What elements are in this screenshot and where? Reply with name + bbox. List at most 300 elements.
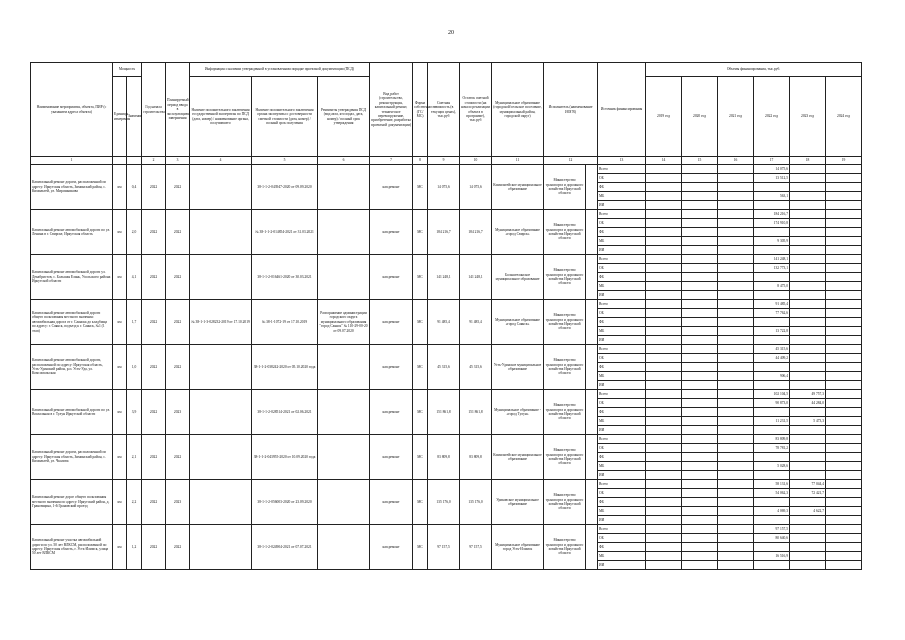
fund-2021-cell (718, 318, 754, 327)
fund-2022-cell: 906,4 (754, 372, 790, 381)
cost-cell: 151 861,8 (428, 390, 460, 435)
fund-2022-cell (754, 516, 790, 525)
fund-2019-cell (646, 543, 682, 552)
fund-2019-cell (646, 228, 682, 237)
source-cell: ИИ (598, 516, 646, 525)
fund-2019-cell (646, 426, 682, 435)
header-year-end: Планируемый период ввода в эксплуатацию/ завершения (166, 63, 190, 157)
year-start-cell: 2022 (142, 480, 166, 525)
balance-cell: 97 157,5 (460, 525, 492, 570)
psd-expert-cell (190, 480, 252, 525)
col-number: 9 (428, 157, 460, 165)
fund-2020-cell (682, 174, 718, 183)
header-executor: Исполнитель (наименование ИОГВ) (544, 63, 598, 157)
object-name-cell: Капитальный ремонт дорог общего пользования местного значения по адресу: Иркутский район, д. Грановщина, 1-й Грановский проезд (31, 480, 113, 525)
table-row (31, 435, 862, 444)
object-name-cell: Капитальный ремонт автомобильной дороги, расположенной по адресу: Иркутская область, Усть-Удинский район, р.п. Усть-Уда, ул. Комсомольская (31, 345, 113, 390)
fund-2021-cell (718, 498, 754, 507)
unit-cell: км (113, 165, 127, 210)
fund-2021-cell (718, 525, 754, 534)
fund-2021-cell (718, 210, 754, 219)
year-end-cell: 2022 (166, 435, 190, 480)
col-number: 1 (31, 157, 113, 165)
fund-2024-cell (826, 327, 862, 336)
source-cell: ОБ (598, 219, 646, 228)
unit-cell: км (113, 210, 127, 255)
header-sources: Источник финансирования (598, 63, 646, 157)
fund-2019-cell (646, 282, 682, 291)
fund-2023-cell (790, 471, 826, 480)
year-start-cell: 2022 (142, 255, 166, 300)
fund-2024-cell (826, 318, 862, 327)
fund-2020-cell (682, 318, 718, 327)
municipality-cell: Муниципальное образование «город Свирск» (492, 210, 544, 255)
municipality-cell: Кимильтейское муниципальное образование (492, 435, 544, 480)
fund-2020-cell (682, 309, 718, 318)
object-name-cell: Капитальный ремонт дороги, расположенной по адресу: Иркутская область, Зиминский район, с. Кимильтей, ул. Мирошникова (31, 165, 113, 210)
fund-2021-cell (718, 255, 754, 264)
psd-expert-cell (190, 525, 252, 570)
fund-2024-cell (826, 480, 862, 489)
fund-2019-cell (646, 345, 682, 354)
fund-2019-cell (646, 525, 682, 534)
col-number: 10 (460, 157, 492, 165)
work-type-cell: кап.ремонт (370, 525, 413, 570)
header-year-2020: 2020 год (682, 77, 718, 157)
fund-2022-cell (754, 228, 790, 237)
header-year-2019: 2019 год (646, 77, 682, 157)
fund-2024-cell (826, 390, 862, 399)
source-cell: ИИ (598, 471, 646, 480)
fund-2019-cell (646, 381, 682, 390)
fund-2024-cell (826, 291, 862, 300)
value-cell: 1,2 (127, 525, 142, 570)
fund-2023-cell (790, 210, 826, 219)
ownership-cell: МС (413, 210, 428, 255)
fund-2021-cell (718, 327, 754, 336)
ownership-cell: МС (413, 435, 428, 480)
value-cell: 2,2 (127, 480, 142, 525)
header-funding: Объемы финансирования, тыс.руб. (646, 63, 862, 77)
col-number: 13 (598, 157, 646, 165)
fund-2024-cell (826, 237, 862, 246)
psd-approve-cell (318, 165, 370, 210)
fund-2023-cell: 49 757,3 (790, 390, 826, 399)
psd-approve-cell (318, 525, 370, 570)
ownership-cell: МС (413, 345, 428, 390)
fund-2023-cell (790, 345, 826, 354)
year-start-cell: 2022 (142, 435, 166, 480)
source-cell: ИИ (598, 336, 646, 345)
executor-cell: Министерство транспорта и дорожного хозяйства Иркутской области (544, 525, 586, 570)
source-cell: МБ (598, 282, 646, 291)
psd-approve-cell: Распоряжение администрации городского округа муниципального образования "город Саянск" № 110-29-00-20 от 09.07.2020 (318, 300, 370, 345)
municipality-cell: Большееланское муниципальное образование (492, 255, 544, 300)
header-psd-approve: Реквизиты утверждения ПСД (вид акта, кто издал, дата, номер) / полный срок утверждения (318, 77, 370, 157)
fund-2019-cell (646, 237, 682, 246)
executor-cell: Министерство транспорта и дорожного хозяйства Иркутской области (544, 210, 586, 255)
fund-2022-cell (754, 246, 790, 255)
psd-expert-cell (190, 435, 252, 480)
work-type-cell: кап.ремонт (370, 345, 413, 390)
source-cell: ФБ (598, 543, 646, 552)
cost-cell: 14 075,6 (428, 165, 460, 210)
fund-2022-cell: 132 773,1 (754, 264, 790, 273)
table-row (31, 165, 862, 174)
col-number: 8 (413, 157, 428, 165)
fund-2023-cell (790, 201, 826, 210)
fund-2023-cell (790, 192, 826, 201)
col-number: 6 (318, 157, 370, 165)
value-cell: 0,4 (127, 165, 142, 210)
fund-2021-cell (718, 228, 754, 237)
fund-2022-cell (754, 453, 790, 462)
year-start-cell: 2022 (142, 210, 166, 255)
psd-approve-cell (318, 480, 370, 525)
fund-2019-cell (646, 336, 682, 345)
fund-2024-cell (826, 399, 862, 408)
fund-2019-cell (646, 318, 682, 327)
header-ownership: Форма собственности (ГС/МС) (413, 63, 428, 157)
work-type-cell: кап.ремонт (370, 390, 413, 435)
fund-2020-cell (682, 507, 718, 516)
executor-spacer-cell (586, 210, 598, 255)
fund-2022-cell (754, 408, 790, 417)
fund-2019-cell (646, 480, 682, 489)
fund-2020-cell (682, 426, 718, 435)
object-name-cell: Капитальный ремонт автомобильной дороги общего пользования местного значения: автомобильная дорога от г. Саянска до кладбища по адресу: г. Саянск, подъезд к г. Саянск, №1 (1 этап) (31, 300, 113, 345)
fund-2019-cell (646, 516, 682, 525)
value-cell: 3,9 (127, 390, 142, 435)
fund-2019-cell (646, 165, 682, 174)
fund-2023-cell (790, 498, 826, 507)
psd-cost-cell: 38-1-1-2-043947-2020 от 09.09.2020 (252, 165, 318, 210)
fund-2021-cell (718, 336, 754, 345)
fund-2021-cell (718, 345, 754, 354)
fund-2024-cell (826, 354, 862, 363)
municipality-cell: Кимильтейское муниципальное образование (492, 165, 544, 210)
col-number: 7 (370, 157, 413, 165)
psd-cost-cell: 38-1-1-2-043955-2020 от 10.09.2020 года (252, 435, 318, 480)
year-end-cell: 2022 (166, 255, 190, 300)
header-unit: Единицы измерения (113, 77, 127, 157)
fund-2023-cell (790, 363, 826, 372)
psd-expert-cell (190, 345, 252, 390)
header-balance: Остаток сметной стоимости (на начало реализации объекта в программе), тыс.руб (460, 63, 492, 157)
fund-2022-cell: 80 640,6 (754, 534, 790, 543)
fund-2024-cell (826, 363, 862, 372)
fund-2021-cell (718, 291, 754, 300)
fund-2019-cell (646, 498, 682, 507)
source-cell: ФБ (598, 183, 646, 192)
fund-2022-cell: 9 305,9 (754, 237, 790, 246)
fund-2022-cell: 14 075,6 (754, 165, 790, 174)
source-cell: МБ (598, 237, 646, 246)
fund-2020-cell (682, 498, 718, 507)
fund-2022-cell: 5 028,6 (754, 462, 790, 471)
fund-2022-cell: 102 104,5 (754, 390, 790, 399)
psd-cost-cell: 38-1-1-2-016461-2020 от 30.03.2021 (252, 255, 318, 300)
fund-2024-cell (826, 372, 862, 381)
ownership-cell: МС (413, 165, 428, 210)
source-cell: ОБ (598, 309, 646, 318)
fund-2021-cell (718, 471, 754, 480)
col-number: 3 (166, 157, 190, 165)
balance-cell: 141 248,1 (460, 255, 492, 300)
fund-2022-cell: 563,1 (754, 192, 790, 201)
fund-2023-cell (790, 300, 826, 309)
fund-2020-cell (682, 165, 718, 174)
fund-2020-cell (682, 381, 718, 390)
cost-cell: 83 809,8 (428, 435, 460, 480)
fund-2022-cell: 78 781,2 (754, 444, 790, 453)
psd-cost-cell: 38-1-1-2-056003-2020 от 23.09.2020 (252, 480, 318, 525)
fund-2019-cell (646, 363, 682, 372)
fund-2019-cell (646, 552, 682, 561)
source-cell: МБ (598, 327, 646, 336)
fund-2019-cell (646, 444, 682, 453)
balance-cell: 151 861,8 (460, 390, 492, 435)
header-year-2022: 2022 год (754, 77, 790, 157)
fund-2021-cell (718, 435, 754, 444)
col-number: 16 (718, 157, 754, 165)
fund-2020-cell (682, 336, 718, 345)
year-end-cell: 2022 (166, 165, 190, 210)
year-start-cell: 2022 (142, 525, 166, 570)
fund-2024-cell (826, 336, 862, 345)
work-type-cell: кап.ремонт (370, 480, 413, 525)
year-start-cell: 2022 (142, 300, 166, 345)
source-cell: МБ (598, 372, 646, 381)
fund-2022-cell (754, 381, 790, 390)
fund-2024-cell (826, 516, 862, 525)
value-cell: 2,0 (127, 210, 142, 255)
executor-spacer-cell (586, 255, 598, 300)
fund-2022-cell (754, 318, 790, 327)
fund-2020-cell (682, 399, 718, 408)
fund-2024-cell (826, 561, 862, 570)
fund-2023-cell (790, 165, 826, 174)
fund-2019-cell (646, 273, 682, 282)
fund-2022-cell: 184 216,7 (754, 210, 790, 219)
work-type-cell: кап.ремонт (370, 255, 413, 300)
fund-2022-cell (754, 183, 790, 192)
psd-approve-cell (318, 255, 370, 300)
year-end-cell: 2023 (166, 480, 190, 525)
fund-2022-cell (754, 363, 790, 372)
fund-2020-cell (682, 300, 718, 309)
source-cell: Всего (598, 390, 646, 399)
fund-2020-cell (682, 246, 718, 255)
source-cell: Всего (598, 255, 646, 264)
object-name-cell: Капитальный ремонт автомобильной дороги по ул. Вокзальная в г. Тулун Иркутской области (31, 390, 113, 435)
executor-spacer-cell (586, 480, 598, 525)
fund-2021-cell (718, 264, 754, 273)
fund-2020-cell (682, 552, 718, 561)
page-number: 20 (448, 30, 454, 36)
fund-2024-cell (826, 525, 862, 534)
executor-cell: Министерство транспорта и дорожного хозяйства Иркутской области (544, 345, 586, 390)
fund-2020-cell (682, 525, 718, 534)
fund-2024-cell (826, 435, 862, 444)
municipality-cell: Муниципальное образование - «город Тулун» (492, 390, 544, 435)
source-cell: ФБ (598, 453, 646, 462)
source-cell: ОБ (598, 174, 646, 183)
fund-2022-cell: 91 485,4 (754, 300, 790, 309)
fund-2022-cell (754, 273, 790, 282)
fund-2020-cell (682, 489, 718, 498)
fund-2023-cell (790, 516, 826, 525)
fund-2024-cell (826, 201, 862, 210)
source-cell: Всего (598, 435, 646, 444)
source-cell: Всего (598, 525, 646, 534)
cost-cell: 45 315,6 (428, 345, 460, 390)
table-row (31, 210, 862, 219)
municipality-cell: Муниципальное образование город Усть-Илимск (492, 525, 544, 570)
fund-2024-cell (826, 444, 862, 453)
psd-expert-cell (190, 390, 252, 435)
fund-2021-cell (718, 507, 754, 516)
fund-2019-cell (646, 471, 682, 480)
fund-2019-cell (646, 291, 682, 300)
fund-2024-cell (826, 210, 862, 219)
fund-2021-cell (718, 192, 754, 201)
fund-2019-cell (646, 354, 682, 363)
fund-2020-cell (682, 282, 718, 291)
fund-2023-cell (790, 273, 826, 282)
source-cell: ИИ (598, 201, 646, 210)
psd-approve-cell (318, 345, 370, 390)
fund-2020-cell (682, 516, 718, 525)
fund-2020-cell (682, 264, 718, 273)
fund-2023-cell (790, 228, 826, 237)
fund-2024-cell (826, 534, 862, 543)
fund-2020-cell (682, 291, 718, 300)
header-value: Значение (127, 77, 142, 157)
fund-2020-cell (682, 480, 718, 489)
fund-2020-cell (682, 219, 718, 228)
year-start-cell: 2022 (142, 165, 166, 210)
fund-2024-cell (826, 174, 862, 183)
object-name-cell: Капитальный ремонт автомобильной дороги ул. Декабристов, с. Большая Елань, Усольского района Иркутской области (31, 255, 113, 300)
ownership-cell: МС (413, 255, 428, 300)
fund-2019-cell (646, 327, 682, 336)
source-cell: ИИ (598, 561, 646, 570)
fund-2019-cell (646, 372, 682, 381)
fund-2022-cell (754, 498, 790, 507)
table-row (31, 255, 862, 264)
fund-2020-cell (682, 273, 718, 282)
municipality-cell: Уриковское муниципальное образование (492, 480, 544, 525)
fund-2023-cell (790, 408, 826, 417)
source-cell: ОБ (598, 489, 646, 498)
fund-2024-cell (826, 309, 862, 318)
fund-2022-cell: 8 475,0 (754, 282, 790, 291)
cost-cell: 97 157,5 (428, 525, 460, 570)
executor-cell: Министерство транспорта и дорожного хозяйства Иркутской области (544, 165, 586, 210)
source-cell: ОБ (598, 354, 646, 363)
fund-2019-cell (646, 201, 682, 210)
col-number: 5 (252, 157, 318, 165)
header-psd-cost: Наличие положительного заключения органа экспертизы о достоверности сметной стоимости (дата, номер) / полный срок получения (252, 77, 318, 157)
fund-2023-cell: 5 473,3 (790, 417, 826, 426)
fund-2019-cell (646, 264, 682, 273)
fund-2020-cell (682, 201, 718, 210)
fund-2024-cell (826, 192, 862, 201)
fund-2023-cell (790, 525, 826, 534)
fund-2024-cell (826, 255, 862, 264)
fund-2021-cell (718, 381, 754, 390)
ownership-cell: МС (413, 390, 428, 435)
executor-spacer-cell (586, 435, 598, 480)
value-cell: 4,1 (127, 255, 142, 300)
fund-2022-cell: 45 315,6 (754, 345, 790, 354)
fund-2024-cell (826, 219, 862, 228)
header-year-2024: 2024 год (826, 77, 862, 157)
fund-2019-cell (646, 246, 682, 255)
header-capacity: Мощность (113, 63, 142, 77)
year-end-cell: 2022 (166, 345, 190, 390)
fund-2022-cell: 174 910,8 (754, 219, 790, 228)
fund-2019-cell (646, 399, 682, 408)
fund-2024-cell (826, 489, 862, 498)
fund-2024-cell (826, 408, 862, 417)
fund-2020-cell (682, 183, 718, 192)
col-number: 2 (142, 157, 166, 165)
fund-2019-cell (646, 453, 682, 462)
fund-2019-cell (646, 255, 682, 264)
fund-2020-cell (682, 453, 718, 462)
fund-2023-cell (790, 174, 826, 183)
fund-2020-cell (682, 543, 718, 552)
fund-2023-cell (790, 282, 826, 291)
psd-approve-cell (318, 435, 370, 480)
fund-2024-cell (826, 552, 862, 561)
fund-2019-cell (646, 435, 682, 444)
fund-2022-cell (754, 291, 790, 300)
executor-spacer-cell (586, 390, 598, 435)
table-header (31, 63, 862, 165)
fund-2023-cell (790, 552, 826, 561)
fund-2021-cell (718, 219, 754, 228)
fund-2021-cell (718, 273, 754, 282)
fund-2023-cell: 44 284,0 (790, 399, 826, 408)
table-row (31, 345, 862, 354)
header-name: Наименование мероприятия, объекта, ПИР (с указанием адреса объекта) (31, 63, 113, 157)
col-number: 14 (646, 157, 682, 165)
fund-2023-cell (790, 381, 826, 390)
work-type-cell: кап.ремонт (370, 210, 413, 255)
fund-2022-cell (754, 471, 790, 480)
source-cell: ФБ (598, 408, 646, 417)
balance-cell: 91 485,4 (460, 300, 492, 345)
cost-cell: 91 485,4 (428, 300, 460, 345)
fund-2023-cell (790, 561, 826, 570)
executor-spacer-cell (586, 525, 598, 570)
fund-2021-cell (718, 174, 754, 183)
fund-2022-cell: 13 722,8 (754, 327, 790, 336)
unit-cell: км (113, 345, 127, 390)
col-number: 4 (190, 157, 252, 165)
fund-2021-cell (718, 516, 754, 525)
col-number: 19 (826, 157, 862, 165)
source-cell: Всего (598, 165, 646, 174)
unit-cell: км (113, 300, 127, 345)
fund-2021-cell (718, 354, 754, 363)
fund-2021-cell (718, 534, 754, 543)
fund-2023-cell (790, 372, 826, 381)
fund-2022-cell: 97 157,5 (754, 525, 790, 534)
